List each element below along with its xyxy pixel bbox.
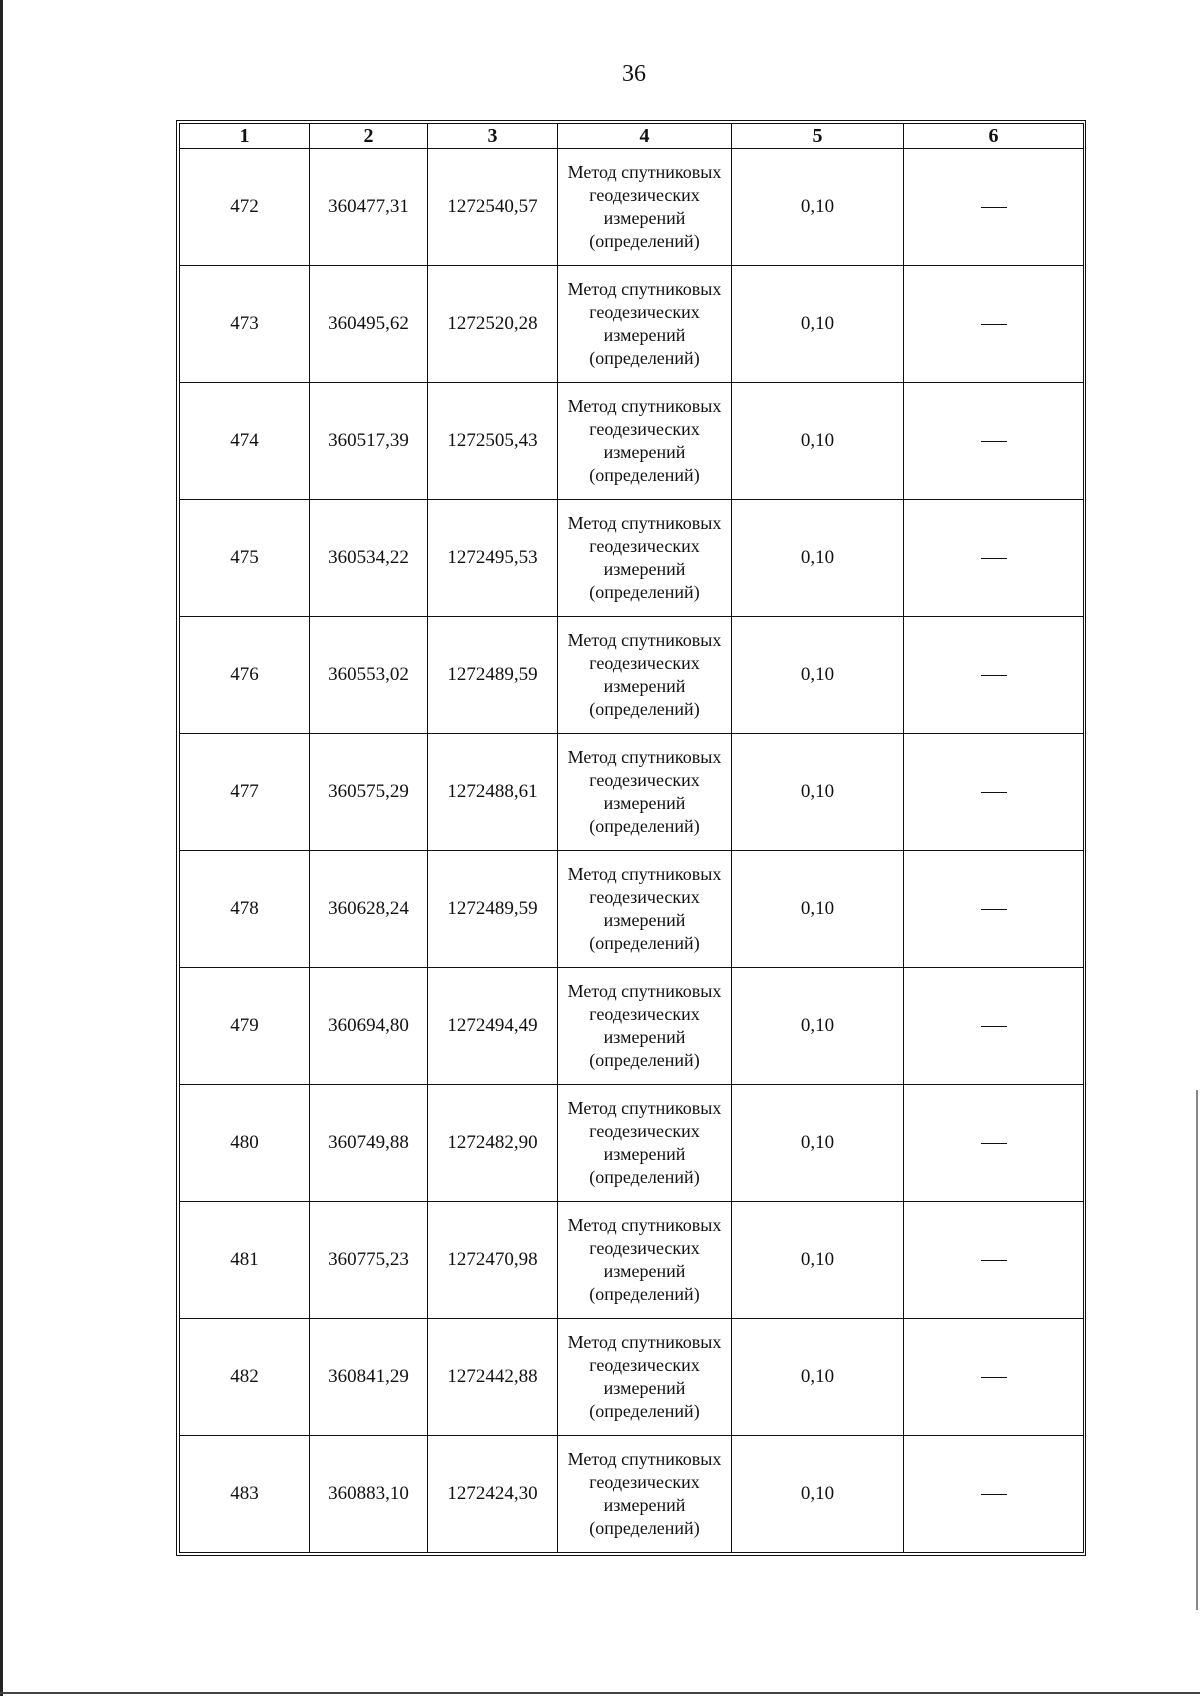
description-cell	[904, 1436, 1084, 1553]
dash-mark	[981, 1143, 1007, 1144]
table-row	[180, 1085, 1084, 1202]
x-coordinate-cell: 360517,39	[310, 383, 428, 500]
x-coordinate-cell: 360694,80	[310, 968, 428, 1085]
accuracy-cell: 0,10	[732, 968, 904, 1085]
x-coordinate-cell: 360841,29	[310, 1319, 428, 1436]
y-coordinate-cell: 1272424,30	[428, 1436, 558, 1553]
dash-mark	[981, 1494, 1007, 1495]
accuracy-cell: 0,10	[732, 266, 904, 383]
y-coordinate-cell: 1272482,90	[428, 1085, 558, 1202]
header-col-5: 5	[732, 124, 904, 149]
scan-border-left	[0, 0, 3, 1696]
description-cell	[904, 734, 1084, 851]
accuracy-cell: 0,10	[732, 1319, 904, 1436]
method-cell: Метод спутниковых геодезических измерений (определений)	[558, 851, 732, 968]
header-col-1: 1	[180, 124, 310, 149]
table-row	[180, 1202, 1084, 1319]
method-cell: Метод спутниковых геодезических измерений (определений)	[558, 1085, 732, 1202]
x-coordinate-cell: 360883,10	[310, 1436, 428, 1553]
accuracy-cell: 0,10	[732, 1085, 904, 1202]
accuracy-cell: 0,10	[732, 851, 904, 968]
header-col-3: 3	[428, 124, 558, 149]
header-col-6: 6	[904, 124, 1084, 149]
accuracy-cell: 0,10	[732, 149, 904, 266]
table-row	[180, 617, 1084, 734]
table-row	[180, 968, 1084, 1085]
accuracy-cell: 0,10	[732, 617, 904, 734]
point-number-cell: 473	[180, 266, 310, 383]
y-coordinate-cell: 1272505,43	[428, 383, 558, 500]
dash-mark	[981, 207, 1007, 208]
description-cell	[904, 617, 1084, 734]
scan-border-right	[1196, 1090, 1198, 1610]
point-number-cell: 474	[180, 383, 310, 500]
y-coordinate-cell: 1272520,28	[428, 266, 558, 383]
description-cell	[904, 1319, 1084, 1436]
accuracy-cell: 0,10	[732, 500, 904, 617]
table-header-row	[180, 124, 1084, 149]
method-cell: Метод спутниковых геодезических измерений (определений)	[558, 1319, 732, 1436]
dash-mark	[981, 1260, 1007, 1261]
accuracy-cell: 0,10	[732, 734, 904, 851]
dash-mark	[981, 1377, 1007, 1378]
point-number-cell: 478	[180, 851, 310, 968]
description-cell	[904, 266, 1084, 383]
header-col-4: 4	[558, 124, 732, 149]
description-cell	[904, 383, 1084, 500]
point-number-cell: 482	[180, 1319, 310, 1436]
method-cell: Метод спутниковых геодезических измерений (определений)	[558, 149, 732, 266]
dash-mark	[981, 792, 1007, 793]
method-cell: Метод спутниковых геодезических измерений (определений)	[558, 500, 732, 617]
table-row	[180, 1436, 1084, 1553]
point-number-cell: 476	[180, 617, 310, 734]
method-cell: Метод спутниковых геодезических измерений (определений)	[558, 968, 732, 1085]
x-coordinate-cell: 360575,29	[310, 734, 428, 851]
dash-mark	[981, 441, 1007, 442]
table-row	[180, 1319, 1084, 1436]
method-cell: Метод спутниковых геодезических измерений (определений)	[558, 617, 732, 734]
x-coordinate-cell: 360534,22	[310, 500, 428, 617]
description-cell	[904, 851, 1084, 968]
y-coordinate-cell: 1272470,98	[428, 1202, 558, 1319]
point-number-cell: 480	[180, 1085, 310, 1202]
point-number-cell: 479	[180, 968, 310, 1085]
header-col-2: 2	[310, 124, 428, 149]
table-row	[180, 500, 1084, 617]
x-coordinate-cell: 360775,23	[310, 1202, 428, 1319]
description-cell	[904, 1202, 1084, 1319]
y-coordinate-cell: 1272489,59	[428, 851, 558, 968]
point-number-cell: 477	[180, 734, 310, 851]
description-cell	[904, 500, 1084, 617]
dash-mark	[981, 558, 1007, 559]
accuracy-cell: 0,10	[732, 1202, 904, 1319]
point-number-cell: 483	[180, 1436, 310, 1553]
y-coordinate-cell: 1272442,88	[428, 1319, 558, 1436]
y-coordinate-cell: 1272494,49	[428, 968, 558, 1085]
x-coordinate-cell: 360628,24	[310, 851, 428, 968]
method-cell: Метод спутниковых геодезических измерений (определений)	[558, 383, 732, 500]
table-row	[180, 851, 1084, 968]
point-number-cell: 481	[180, 1202, 310, 1319]
y-coordinate-cell: 1272540,57	[428, 149, 558, 266]
method-cell: Метод спутниковых геодезических измерений (определений)	[558, 1202, 732, 1319]
scan-border-bottom	[0, 1692, 1200, 1694]
dash-mark	[981, 1026, 1007, 1027]
table-row	[180, 266, 1084, 383]
dash-mark	[981, 324, 1007, 325]
table-row	[180, 734, 1084, 851]
table-row	[180, 149, 1084, 266]
y-coordinate-cell: 1272489,59	[428, 617, 558, 734]
page-number: 36	[622, 61, 646, 87]
x-coordinate-cell: 360749,88	[310, 1085, 428, 1202]
dash-mark	[981, 909, 1007, 910]
y-coordinate-cell: 1272495,53	[428, 500, 558, 617]
table-row	[180, 383, 1084, 500]
dash-mark	[981, 675, 1007, 676]
y-coordinate-cell: 1272488,61	[428, 734, 558, 851]
point-number-cell: 472	[180, 149, 310, 266]
x-coordinate-cell: 360495,62	[310, 266, 428, 383]
coordinates-table	[179, 123, 1084, 1553]
description-cell	[904, 968, 1084, 1085]
coordinates-table-frame	[176, 120, 1086, 1556]
x-coordinate-cell: 360477,31	[310, 149, 428, 266]
point-number-cell: 475	[180, 500, 310, 617]
accuracy-cell: 0,10	[732, 383, 904, 500]
description-cell	[904, 149, 1084, 266]
table-body	[180, 149, 1084, 1553]
method-cell: Метод спутниковых геодезических измерений (определений)	[558, 266, 732, 383]
description-cell	[904, 1085, 1084, 1202]
x-coordinate-cell: 360553,02	[310, 617, 428, 734]
accuracy-cell: 0,10	[732, 1436, 904, 1553]
method-cell: Метод спутниковых геодезических измерений (определений)	[558, 1436, 732, 1553]
method-cell: Метод спутниковых геодезических измерений (определений)	[558, 734, 732, 851]
